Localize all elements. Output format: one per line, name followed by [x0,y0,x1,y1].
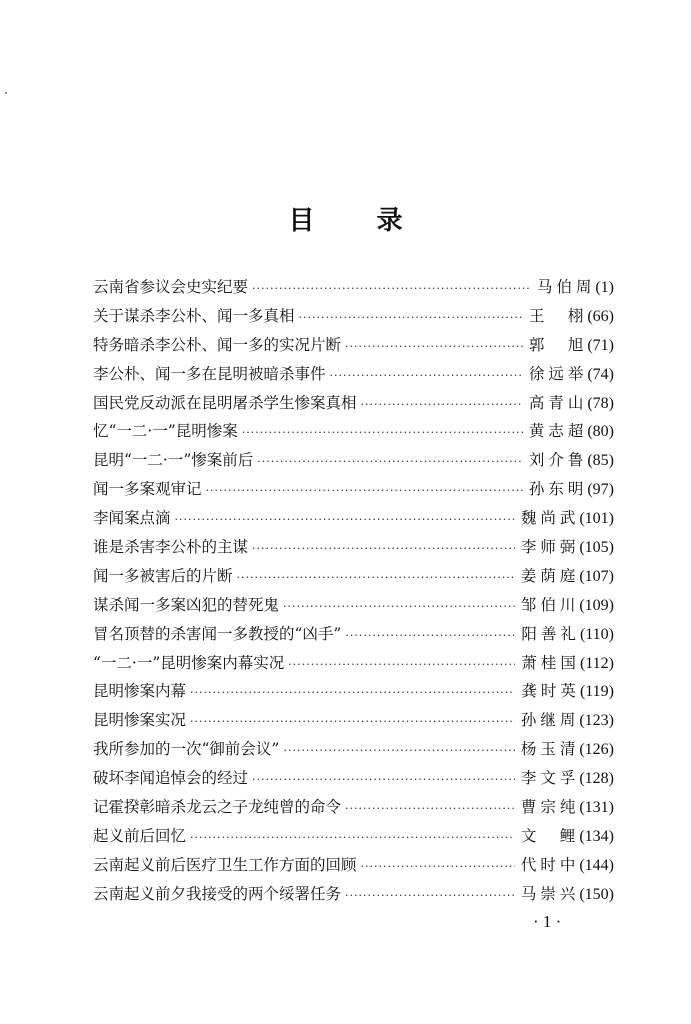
toc-entry-author: 孙东明 [528,480,588,499]
dot-leader [252,282,531,295]
toc-entry-author: 郭 旭 [528,335,588,354]
dot-leader [252,542,515,555]
toc-entry[interactable] [93,708,614,737]
dot-leader [283,600,515,613]
toc-entry-author: 王 栩 [528,306,588,325]
toc-entry-page: (134) [579,827,614,845]
toc-entry-page: (112) [579,654,614,672]
toc-entry-title: 李公朴、闻一多在昆明被暗杀事件 [93,364,326,383]
toc-entry-author: 龚时英 [521,682,580,701]
page-title [0,200,691,237]
toc-entry-page: (74) [587,365,614,383]
toc-entry[interactable] [93,275,614,304]
toc-entry-title: 闻一多被害后的片断 [93,566,233,585]
title-char-1: 目 [288,206,315,237]
toc-entry-author: 文 鲤 [520,826,580,845]
toc-entry-page: (101) [579,510,614,528]
toc-entry-author: 李师弼 [520,538,580,557]
toc-entry[interactable] [93,477,614,506]
dot-leader [345,340,523,353]
toc-entry-title: 闻一多案观审记 [93,480,202,499]
toc-entry-author: 魏尚武 [520,509,580,528]
toc-entry-page: (123) [579,712,614,730]
toc-entry-title: 云南起义前夕我接受的两个绥署任务 [93,884,342,903]
toc-entry[interactable] [93,564,614,593]
page-number: · 1 · [533,912,562,931]
dot-leader [345,629,515,642]
dot-leader [175,513,515,526]
dot-leader [299,311,523,324]
toc-entry-page: (144) [579,856,614,874]
toc-entry-page: (107) [579,567,614,585]
scan-speck [5,92,7,94]
dot-leader [237,571,515,584]
toc-entry-author: 姜荫庭 [520,566,580,585]
title-char-2: 录 [376,206,403,237]
dot-leader [190,831,515,844]
toc-entry-author: 孙继周 [520,711,580,730]
toc-entry-title: 国民党反动派在昆明屠杀学生惨案真相 [93,393,357,412]
toc-entry-page: (105) [579,539,614,557]
toc-entry[interactable] [93,737,614,766]
toc-entry[interactable] [93,679,614,708]
dot-leader [190,715,515,728]
toc-entry-author: 阳善礼 [521,624,580,643]
toc-entry-author: 代时中 [520,855,580,874]
dot-leader [190,686,515,699]
toc-entry[interactable] [93,853,614,882]
toc-entry-title: “一二·一”昆明惨案内幕实况 [93,653,285,672]
dot-leader [288,658,515,671]
toc-entry-title: 特务暗杀李公朴、闻一多的实况片断 [93,335,342,354]
dot-leader [345,889,515,902]
toc-entry-author: 徐远举 [528,364,588,383]
toc-entry[interactable] [93,419,614,448]
toc-entry-page: (109) [579,596,614,614]
toc-entry[interactable] [93,622,614,651]
toc-entry-title: 记霍揆彰暗杀龙云之子龙纯曾的命令 [93,798,342,817]
toc-entry-page: (1) [595,279,614,296]
toc-entry-title: 起义前后回忆 [93,826,187,845]
toc-entry-author: 高青山 [528,393,588,412]
toc-entry[interactable] [93,651,614,680]
toc-entry-page: (85) [587,452,614,470]
toc-entry[interactable] [93,362,614,391]
toc-entry-title: 谋杀闻一多案凶犯的替死鬼 [93,595,280,614]
toc-entry-title: 李闻案点滴 [93,509,171,528]
toc-entry-page: (119) [579,683,614,701]
table-of-contents [93,275,614,911]
toc-entry[interactable] [93,593,614,622]
toc-entry-author: 马伯周 [536,278,596,296]
toc-entry-title: 云南省参议会史实纪要 [93,278,249,296]
toc-entry-title: 昆明惨案内幕 [93,682,187,701]
toc-entry[interactable] [93,333,614,362]
toc-entry-title: 谁是杀害李公朴的主谋 [93,538,249,557]
toc-entry-title: 我所参加的一次“御前会议” [93,740,280,759]
toc-entry-title: 破坏李闻追悼会的经过 [93,769,249,788]
dot-leader [242,426,523,439]
toc-entry-page: (110) [579,625,614,643]
toc-entry-author: 曹宗纯 [520,798,580,817]
toc-entry[interactable] [93,535,614,564]
toc-entry-page: (80) [587,423,614,441]
toc-entry[interactable] [93,795,614,824]
toc-entry-page: (150) [579,885,614,903]
toc-entry-title: 冒名顶替的杀害闻一多教授的“凶手” [93,624,342,643]
dot-leader [361,860,515,873]
toc-entry-author: 邹伯川 [520,595,580,614]
toc-entry-title: 云南起义前后医疗卫生工作方面的回顾 [93,855,357,874]
toc-entry[interactable] [93,766,614,795]
toc-entry-author: 李文孚 [520,769,580,788]
toc-entry-page: (78) [587,394,614,412]
dot-leader [252,773,515,786]
toc-entry-author: 黄志超 [528,422,588,441]
toc-entry[interactable] [93,824,614,853]
dot-leader [345,802,515,815]
toc-entry-author: 刘介鲁 [528,451,588,470]
dot-leader [283,744,514,757]
toc-entry-page: (128) [579,770,614,788]
dot-leader [361,398,523,411]
toc-entry-title: 昆明“一二·一”惨案前后 [93,451,254,470]
toc-entry[interactable] [93,304,614,333]
toc-entry-title: 忆“一二·一”昆明惨案 [93,422,238,441]
dot-leader [330,369,523,382]
toc-entry[interactable] [93,391,614,420]
toc-entry-author: 杨玉清 [520,740,580,759]
toc-entry-page: (131) [579,799,614,817]
toc-entry-page: (66) [587,307,614,325]
toc-entry[interactable] [93,506,614,535]
toc-entry[interactable] [93,448,614,477]
toc-entry-page: (97) [587,481,614,499]
toc-entry-title: 关于谋杀李公朴、闻一多真相 [93,306,295,325]
toc-entry-author: 萧桂国 [521,653,580,672]
toc-entry-page: (126) [579,741,614,759]
toc-entry[interactable] [93,882,614,911]
toc-entry-page: (71) [587,336,614,354]
dot-leader [257,455,523,468]
dot-leader [206,484,523,497]
toc-entry-author: 马崇兴 [520,884,580,903]
toc-entry-title: 昆明惨案实况 [93,711,187,730]
